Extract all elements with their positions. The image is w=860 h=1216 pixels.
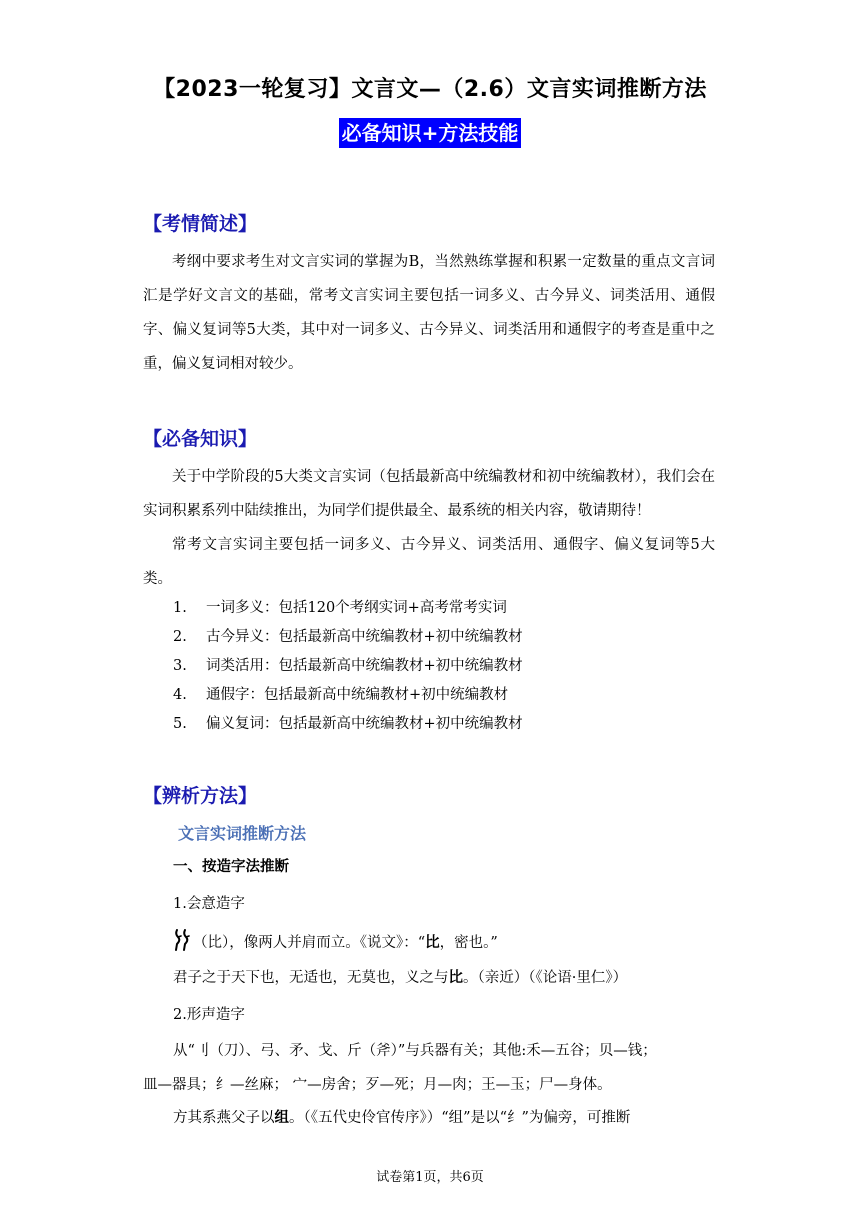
method-1-heading: 一、按造字法推断 <box>173 859 289 875</box>
list-item <box>173 623 523 652</box>
category-list <box>173 594 523 739</box>
line-zu-text-b: 。（《五代史伶官传序》）“组”是以“纟”为偏旁，可推断 <box>289 1110 631 1126</box>
document-subtitle: 必备知识+方法技能 <box>339 118 522 148</box>
list-item-number: 4. <box>173 687 187 703</box>
list-item <box>173 710 523 739</box>
line-bi-bold: 比 <box>425 935 440 951</box>
list-item-number: 1. <box>173 600 187 616</box>
section-heading-bianxi: 【辨析方法】 <box>143 785 258 807</box>
list-item <box>173 652 523 681</box>
line-lunyu-bold: 比 <box>448 970 463 986</box>
bibei-paragraph-2: 常考文言实词主要包括一词多义、古今异义、词类活用、通假字、偏义复词等5大类。 <box>143 537 715 587</box>
line-zu <box>173 1106 630 1127</box>
list-item-text: 词类活用：包括最新高中统编教材+初中统编教材 <box>206 658 523 674</box>
line-zu-bold: 组 <box>274 1110 289 1126</box>
line-lunyu-text-a: 君子之于天下也，无适也，无莫也，义之与 <box>173 970 449 986</box>
list-item-number: 5. <box>173 716 187 732</box>
bibei-paragraph-1: 关于中学阶段的5大类文言实词（包括最新高中统编教材和初中统编教材），我们会在实词积累系列中陆续推出，为同学们提供最全、最系统的相关内容，敬请期待！ <box>143 469 715 519</box>
line-lunyu <box>173 966 627 987</box>
method-subheading: 文言实词推断方法 <box>178 824 307 843</box>
list-item-text: 偏义复词：包括最新高中统编教材+初中统编教材 <box>206 716 523 732</box>
ancient-bi-character-icon <box>173 928 193 952</box>
list-item <box>173 594 523 623</box>
section-heading-kaoqing: 【考情简述】 <box>143 213 258 235</box>
list-item-number: 3. <box>173 658 187 674</box>
line-zu-text-a: 方其系燕父子以 <box>173 1110 275 1126</box>
radical-line-2: 皿—器具；纟—丝麻； 宀—房舍；歹—死；月—肉；王—玉；尸—身体。 <box>143 1077 612 1093</box>
line-lunyu-text-b: 。（亲近）（《论语·里仁》） <box>463 970 628 986</box>
line-bi-text-b: ，密也。” <box>439 935 498 951</box>
list-item-text: 古今异义：包括最新高中统编教材+初中统编教材 <box>206 629 523 645</box>
subtitle-wrap <box>0 118 860 148</box>
line-bi-text-a: （比），像两人并肩而立。《说文》：“ <box>193 935 426 951</box>
list-item-text: 通假字：包括最新高中统编教材+初中统编教材 <box>206 687 509 703</box>
page-footer: 试卷第1页，共6页 <box>376 1170 484 1185</box>
document-title: 【2023一轮复习】文言文—（2.6）文言实词推断方法 <box>153 77 707 102</box>
list-item-number: 2. <box>173 629 187 645</box>
section-heading-bibei: 【必备知识】 <box>143 428 258 450</box>
list-item <box>173 681 523 710</box>
kaoqing-paragraph: 考纲中要求考生对文言实词的掌握为B，当然熟练掌握和积累一定数量的重点文言词汇是学好文言文的基础，常考文言实词主要包括一词多义、古今异义、词类活用、通假字、偏义复词等5大类，其中对一词多义、古今异义、词类活用和通假字的考查是重中之重，偏义复词相对较少。 <box>143 254 715 372</box>
line-bi-glyph <box>173 928 498 952</box>
list-item-text: 一词多义：包括120个考纲实词+高考常考实词 <box>206 600 507 616</box>
item-2-label: 2.形声造字 <box>173 1007 245 1023</box>
radical-line-1: 从“刂（刀）、弓、矛、戈、斤（斧）”与兵器有关；其他:禾—五谷；贝—钱； <box>173 1043 657 1059</box>
item-1-label: 1.会意造字 <box>173 896 245 912</box>
